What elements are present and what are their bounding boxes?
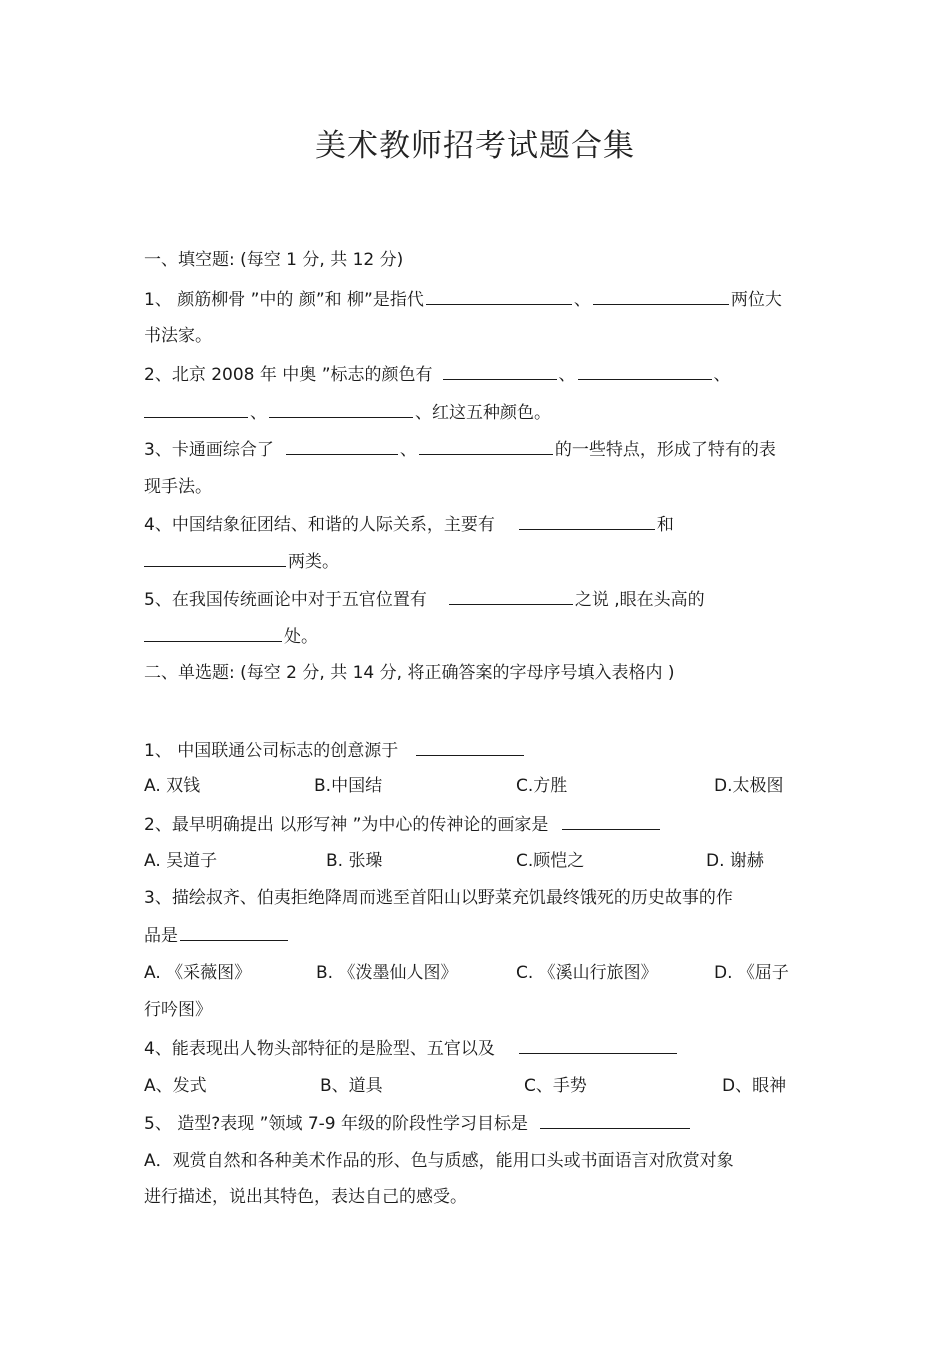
answer-blank	[419, 438, 553, 455]
option-d: D. 谢赫	[706, 851, 764, 871]
answer-blank	[578, 363, 712, 380]
s1-q3-text: 3、卡通画综合了	[144, 440, 274, 460]
s2-q1-text: 1、 中国联通公司标志的创意源于	[144, 741, 399, 761]
s2-question-5	[144, 1112, 692, 1135]
s1-q5-tail: 之说 ,眼在头高的	[574, 590, 705, 610]
option-a: A、发式	[144, 1076, 207, 1096]
s1-q4-cont	[144, 550, 339, 573]
option-b: B. 张璪	[326, 851, 383, 871]
s1-q5-cont	[144, 625, 318, 648]
answer-blank	[449, 588, 573, 605]
section2-header: 二、单选题: (每空 2 分, 共 14 分, 将正确答案的字母序号填入表格内 )	[144, 663, 675, 683]
answer-blank	[269, 401, 413, 418]
s1-q5-text: 5、在我国传统画论中对于五官位置有	[144, 590, 427, 610]
option-a: A. 《采薇图》	[144, 963, 252, 983]
answer-blank	[416, 739, 524, 756]
s1-question-4	[144, 513, 674, 536]
s1-question-3	[144, 438, 776, 461]
separator: 、	[713, 365, 731, 385]
option-a: A. 双钱	[144, 776, 201, 796]
s2-q2-text: 2、最早明确提出 以形写神 ”为中心的传神论的画家是	[144, 815, 549, 835]
option-a: A. 吴道子	[144, 851, 218, 871]
s1-q2-cont	[144, 401, 551, 424]
s1-q1-tail: 两位大	[730, 290, 782, 310]
s1-q2-text: 2、北京 2008 年 中奥 ”标志的颜色有	[144, 365, 433, 385]
s1-q4-tail2: 两类。	[288, 552, 339, 572]
s1-q5-tail2: 处。	[284, 627, 318, 647]
s2-q5-text: 5、 造型?表现 ”领域 7-9 年级的阶段性学习目标是	[144, 1114, 529, 1134]
section1-header: 一、填空题: (每空 1 分, 共 12 分)	[144, 250, 404, 270]
s1-q3-tail: 的一些特点，形成了特有的表	[554, 440, 776, 460]
s2-q3-option-d-cont: 行吟图》	[144, 1000, 212, 1020]
s1-q2-tail: 、红这五种颜色。	[415, 403, 551, 423]
option-d: D. 《屈子	[714, 963, 789, 983]
option-d: D.太极图	[714, 776, 784, 796]
option-b: B.中国结	[314, 776, 383, 796]
s2-q5-option-a: A．观赏自然和各种美术作品的形、色与质感，能用口头或书面语言对欣赏对象	[144, 1151, 734, 1171]
s2-q4-text: 4、能表现出人物头部特征的是脸型、五官以及	[144, 1039, 495, 1059]
option-d: D、眼神	[722, 1076, 787, 1096]
s1-question-1	[144, 288, 782, 311]
s1-q4-text: 4、中国结象征团结、和谐的人际关系，主要有	[144, 515, 495, 535]
answer-blank	[180, 924, 288, 941]
s1-q4-tail: 和	[656, 515, 674, 535]
s2-question-1	[144, 739, 526, 762]
option-c: C、手势	[524, 1076, 587, 1096]
answer-blank	[144, 401, 248, 418]
answer-blank	[286, 438, 398, 455]
answer-blank	[562, 813, 660, 830]
option-b: B. 《泼墨仙人图》	[316, 963, 458, 983]
s2-question-2	[144, 813, 662, 836]
page-title: 美术教师招考试题合集	[315, 128, 635, 164]
s2-q3-cont	[144, 924, 290, 947]
s1-q1-text: 1、 颜筋柳骨 ”中的 颜”和 柳”是指代	[144, 290, 424, 310]
answer-blank	[443, 363, 557, 380]
s2-question-3: 3、描绘叔齐、伯夷拒绝降周而逃至首阳山以野菜充饥最终饿死的历史故事的作	[144, 888, 733, 908]
separator: 、	[250, 403, 267, 423]
answer-blank	[519, 1037, 677, 1054]
s2-question-4	[144, 1037, 679, 1060]
s2-q3-text: 品是	[144, 926, 178, 946]
option-c: C.顾恺之	[516, 851, 585, 871]
s2-q5-option-a-cont: 进行描述，说出其特色，表达自己的感受。	[144, 1187, 467, 1207]
option-b: B、道具	[320, 1076, 383, 1096]
option-c: C. 《溪山行旅图》	[516, 963, 658, 983]
s1-q1-cont: 书法家。	[144, 326, 212, 346]
separator: 、	[573, 290, 591, 310]
s1-question-2	[144, 363, 731, 386]
answer-blank	[519, 513, 655, 530]
answer-blank	[426, 288, 572, 305]
s1-q3-cont: 现手法。	[144, 477, 212, 497]
separator: 、	[558, 365, 576, 385]
s1-question-5	[144, 588, 705, 611]
answer-blank	[593, 288, 729, 305]
separator: 、	[399, 440, 417, 460]
answer-blank	[144, 625, 282, 642]
answer-blank	[540, 1112, 690, 1129]
option-c: C.方胜	[516, 776, 568, 796]
answer-blank	[144, 550, 286, 567]
